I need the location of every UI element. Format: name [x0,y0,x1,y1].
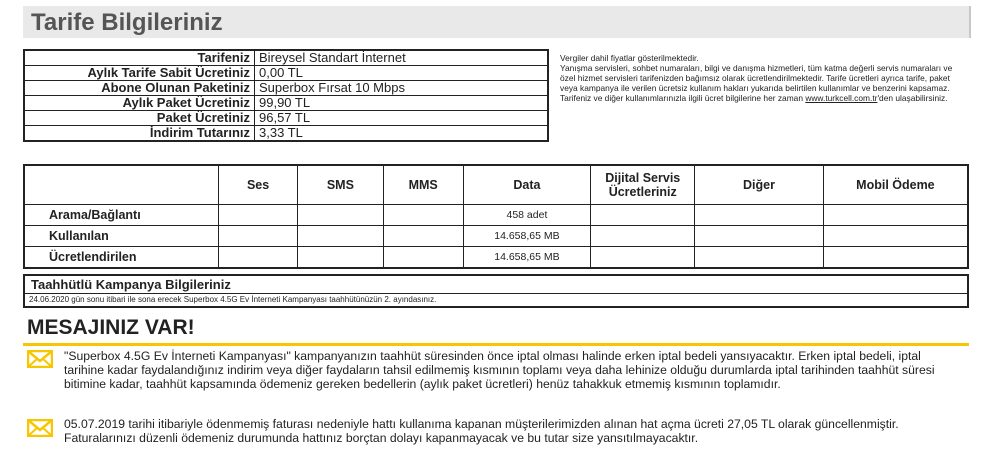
table-row [24,126,548,142]
table-cell [823,205,968,226]
table-row [24,81,548,96]
table-row [24,96,548,111]
tariff-notes [560,53,965,103]
table-header-row [24,165,968,205]
message-text: "Superbox 4.5G Ev İnterneti Kampanyası" kampanyanızın taahhüt süresinden önce iptal olması halinde erken iptal bedeli yansıyacaktır. Erken iptal bedeli, iptal tarihine kadar faydalandığınız indirim veya diğer faydaların tahsil edilmemiş kısmının toplamı veya daha lehinize olduğu durumlarda iptal tarihinden taahhüt süresi bitimine kadar, taahhüt kapsamında ödemeniz gereken bedellerin (aylık paket ücretleri) henüz tahakkuk etmemiş kısmının toplamıdır. [64,349,935,391]
table-row [24,50,548,66]
column-header: Dijital Servis Ücretleriniz [591,165,695,205]
table-cell [695,226,824,247]
table-cell [591,247,695,269]
table-row [24,205,968,226]
row-label: Kullanılan [24,226,219,247]
note-text: Yanışma servisleri, sohbet numaraları, bilgi ve danışma hizmetleri, tüm katma değerli servis numaraları ve özel hizmet servisleri tarifenizden bağımsız olarak ücretlendirilmektedir. Tarife ücretleri ayrıca tarife, paket veya kampanya ile verilen ücretsiz kullanım hakları yukarıda belirtilen kullanımlar ve benzerini kapsamaz. [560,63,953,93]
table-cell [383,247,463,269]
column-header-empty [24,165,219,205]
data-cell: 14.658,65 MB [463,226,591,247]
tariff-value: Bireysel Standart İnternet [255,50,549,66]
table-cell [695,247,824,269]
column-header: Diğer [695,165,824,205]
tariff-label: İndirim Tutarınız [24,126,255,142]
commitment-box [23,274,969,308]
tariff-value: 3,33 TL [255,126,549,142]
note-text: Vergiler dahil fiyatlar gösterilmektedir. [560,53,699,63]
column-header: MMS [383,165,463,205]
note-text-post: 'den ulaşabilirsiniz. [877,93,948,103]
tariff-label: Aylık Tarife Sabit Ücretiniz [24,66,255,81]
usage-table [23,164,969,269]
table-cell [298,226,384,247]
tariff-value: 0,00 TL [255,66,549,81]
table-cell [298,247,384,269]
column-header: Data [463,165,591,205]
page-title: Tarife Bilgileriniz [31,9,223,36]
data-cell: 458 adet [463,205,591,226]
table-cell [219,247,298,269]
table-row [24,247,968,269]
messages-title: MESAJINIZ VAR! [27,316,195,339]
table-cell [591,226,695,247]
table-cell [591,205,695,226]
table-cell [219,205,298,226]
table-row [24,226,968,247]
table-cell [383,205,463,226]
tariff-value: 96,57 TL [255,111,549,126]
row-label: Ücretlendirilen [24,247,219,269]
messages-divider [23,343,969,346]
column-header: SMS [298,165,384,205]
turkcell-link[interactable]: www.turkcell.com.tr [805,93,878,103]
envelope-icon [27,350,53,368]
envelope-icon [27,419,53,437]
tariff-label: Aylık Paket Ücretiniz [24,96,255,111]
column-header: Ses [219,165,298,205]
message-text: 05.07.2019 tarihi itibariyle ödenmemiş faturası nedeniyle hattı kullanıma kapanan müşterilerimizden alınan hat açma ücreti 27,05 TL olarak güncellenmiştir. Faturalarınızı düzenli ödemeniz durumunda hattınız borçtan dolayı kapanmayacak ve bu tutar size yansıtılmayacaktır. [64,417,899,445]
table-row [24,111,548,126]
table-cell [219,226,298,247]
tariff-label: Paket Ücretiniz [24,111,255,126]
tariff-table [23,49,549,142]
data-cell: 14.658,65 MB [463,247,591,269]
table-cell [298,205,384,226]
note-text-pre: Tarifeniz ve diğer kullanımlarınızla ilgili ücret bilgilerine her zaman [560,93,806,103]
tariff-label: Abone Olunan Paketiniz [24,81,255,96]
table-cell [823,226,968,247]
tariff-label: Tarifeniz [24,50,255,66]
page-header [23,6,971,38]
divider [25,293,967,294]
table-cell [695,205,824,226]
row-label: Arama/Bağlantı [24,205,219,226]
table-cell [383,226,463,247]
tariff-value: Superbox Fırsat 10 Mbps [255,81,549,96]
table-row [24,66,548,81]
table-cell [823,247,968,269]
commitment-text: 24.06.2020 gün sonu itibari ile sona erecek Superbox 4.5G Ev İnterneti Kampanyası taahhütünüzün 2. ayındasınız. [29,295,437,304]
note-text [560,93,965,103]
tariff-value: 99,90 TL [255,96,549,111]
column-header: Mobil Ödeme [823,165,968,205]
commitment-title: Taahhütlü Kampanya Bilgileriniz [31,277,231,292]
